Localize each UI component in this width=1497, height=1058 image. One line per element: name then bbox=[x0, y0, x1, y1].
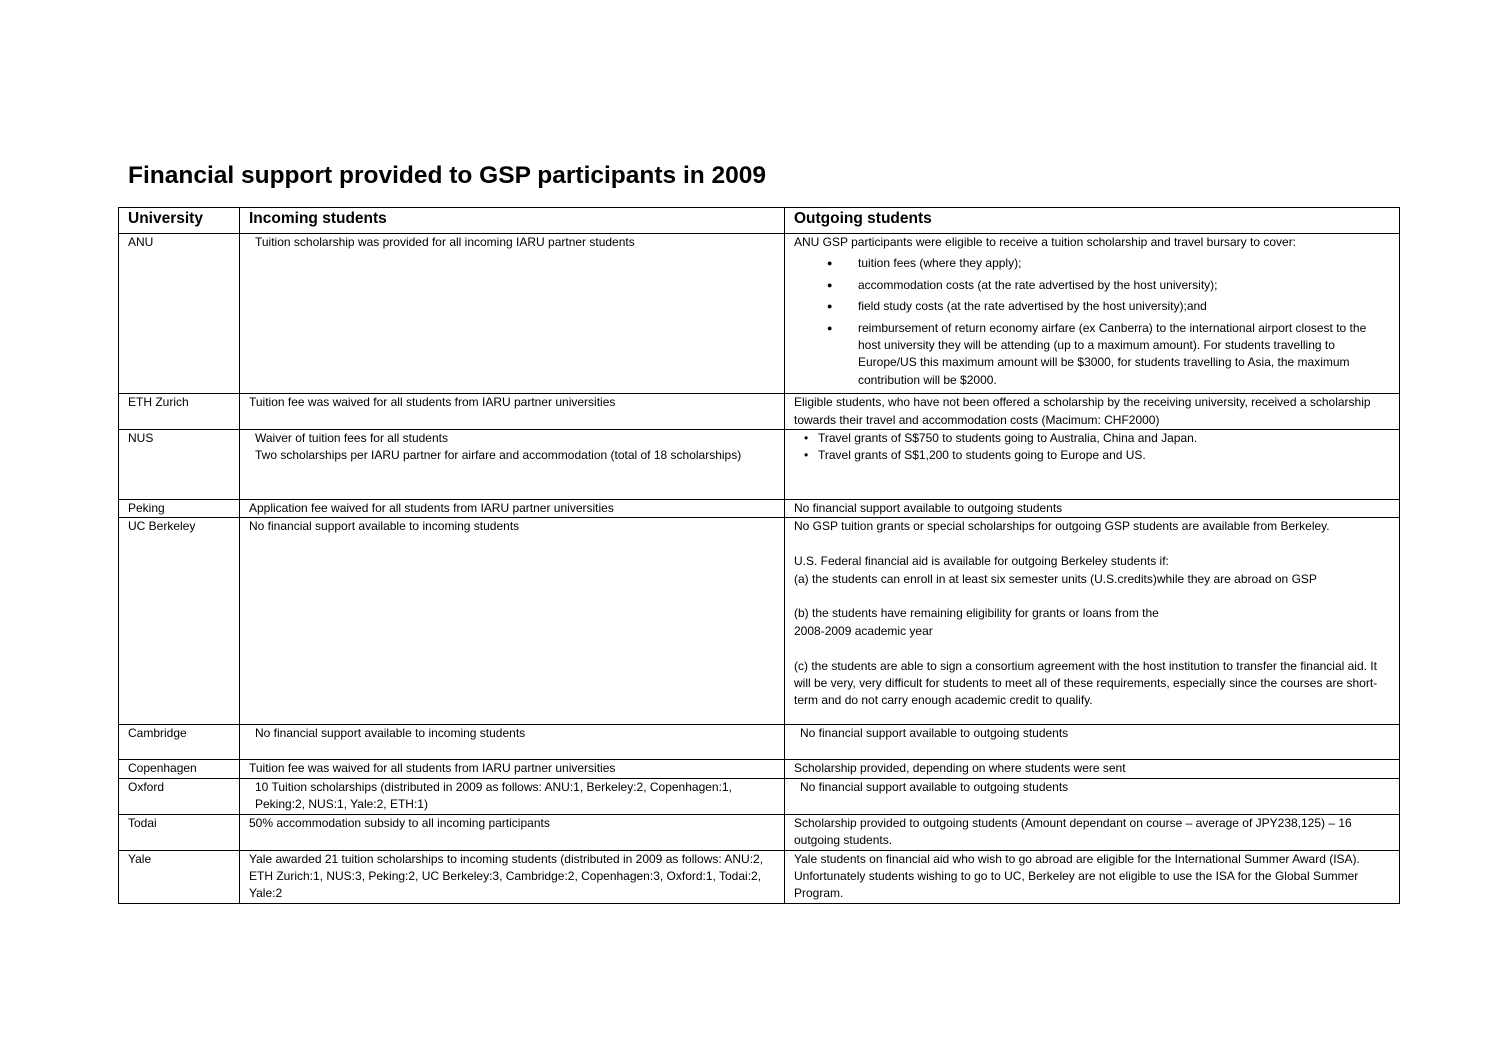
outgoing-cell bbox=[785, 518, 1400, 725]
table-row bbox=[119, 778, 1400, 814]
incoming-cell bbox=[240, 725, 785, 760]
table-row bbox=[119, 394, 1400, 430]
list-item: • Travel grants of S$1,200 to students going to Europe and US. bbox=[794, 447, 1391, 464]
incoming-text: Waiver of tuition fees for all students bbox=[255, 431, 448, 446]
table-row bbox=[119, 725, 1400, 760]
incoming-cell: Yale awarded 21 tuition scholarships to incoming students (distributed in 2009 as follows: ANU:2, ETH Zurich:1, NUS:3, Peking:2, UC Berkeley:3, Cambridge:2, Copenhagen:3, Oxford:1, Todai:2, Yale:2 bbox=[240, 850, 785, 903]
incoming-text: Two scholarships per IARU partner for airfare and accommodation (total of 18 scholarships) bbox=[255, 448, 742, 463]
incoming-text: 10 Tuition scholarships (distributed in 2009 as follows: ANU:1, Berkeley:2, Copenhagen:1, Peking:2, NUS:1, Yale:2, ETH:1) bbox=[255, 779, 732, 812]
list-item: ● accommodation costs (at the rate advertised by the host university); bbox=[794, 277, 1391, 294]
university-cell: NUS bbox=[119, 430, 240, 500]
list-item: ● tuition fees (where they apply); bbox=[794, 255, 1391, 272]
outgoing-text: No financial support available to outgoing students bbox=[800, 726, 1069, 741]
outgoing-text: 2008-2009 academic year bbox=[794, 623, 933, 638]
outgoing-text: No GSP tuition grants or special scholarships for outgoing GSP students are available from Berkeley. bbox=[794, 519, 1330, 534]
university-cell: UC Berkeley bbox=[119, 518, 240, 725]
outgoing-cell: No financial support available to outgoing students bbox=[785, 500, 1400, 518]
outgoing-cell: Eligible students, who have not been offered a scholarship by the receiving university, received a scholarship towards their travel and accommodation costs (Macimum: CHF2000) bbox=[785, 394, 1400, 430]
outgoing-intro: ANU GSP participants were eligible to receive a tuition scholarship and travel bursary to cover: bbox=[794, 235, 1297, 249]
incoming-cell: Tuition fee was waived for all students from IARU partner universities bbox=[240, 394, 785, 430]
outgoing-text: No financial support available to outgoing students bbox=[800, 779, 1069, 794]
university-cell: Todai bbox=[119, 814, 240, 850]
incoming-cell bbox=[240, 778, 785, 814]
outgoing-text: (a) the students can enroll in at least six semester units (U.S.credits)while they are abroad on GSP bbox=[794, 571, 1317, 586]
outgoing-text: U.S. Federal financial aid is available for outgoing Berkeley students if: bbox=[794, 554, 1169, 569]
financial-support-table bbox=[118, 207, 1400, 904]
university-cell: Peking bbox=[119, 500, 240, 518]
outgoing-cell: Scholarship provided, depending on where students were sent bbox=[785, 760, 1400, 778]
list-item: • Travel grants of S$750 to students going to Australia, China and Japan. bbox=[794, 430, 1391, 447]
table-row bbox=[119, 234, 1400, 394]
table-row bbox=[119, 430, 1400, 500]
outgoing-list bbox=[794, 430, 1391, 465]
table-row bbox=[119, 518, 1400, 725]
university-cell: Cambridge bbox=[119, 725, 240, 760]
incoming-text: No financial support available to incoming students bbox=[255, 726, 526, 741]
page-title: Financial support provided to GSP participants in 2009 bbox=[128, 162, 767, 189]
incoming-text: Tuition scholarship was provided for all incoming IARU partner students bbox=[255, 235, 635, 249]
incoming-cell bbox=[240, 430, 785, 500]
university-cell: ETH Zurich bbox=[119, 394, 240, 430]
outgoing-cell bbox=[785, 234, 1400, 394]
header-outgoing: Outgoing students bbox=[785, 208, 1400, 234]
incoming-cell: Tuition fee was waived for all students from IARU partner universities bbox=[240, 760, 785, 778]
university-cell: Yale bbox=[119, 850, 240, 903]
header-incoming: Incoming students bbox=[240, 208, 785, 234]
outgoing-cell: Yale students on financial aid who wish to go abroad are eligible for the International Summer Award (ISA). Unfortunately students wishing to go to UC, Berkeley are not eligible to use the ISA for the Global Summer Program. bbox=[785, 850, 1400, 903]
university-cell: ANU bbox=[119, 234, 240, 394]
header-university: University bbox=[119, 208, 240, 234]
outgoing-text: (c) the students are able to sign a consortium agreement with the host institution to transfer the financial aid. It will be very, very difficult for students to meet all of these requirements, especially since the courses are short-term and do not carry enough academic credit to qualify. bbox=[794, 658, 1378, 708]
outgoing-cell bbox=[785, 430, 1400, 500]
outgoing-cell: Scholarship provided to outgoing students (Amount dependant on course – average of JPY238,125) – 16 outgoing students. bbox=[785, 814, 1400, 850]
incoming-cell: No financial support available to incoming students bbox=[240, 518, 785, 725]
outgoing-list bbox=[794, 255, 1391, 389]
list-item: ● reimbursement of return economy airfare (ex Canberra) to the international airport closest to the host university they will be attending (up to a maximum amount). For students travelling to Europe/US this maximum amount will be $3000, for students travelling to Asia, the maximum contribution will be $2000. bbox=[794, 320, 1391, 390]
table-row bbox=[119, 760, 1400, 778]
university-cell: Oxford bbox=[119, 778, 240, 814]
table-row bbox=[119, 814, 1400, 850]
incoming-cell bbox=[240, 234, 785, 394]
table-header-row bbox=[119, 208, 1400, 234]
outgoing-cell bbox=[785, 778, 1400, 814]
incoming-cell: 50% accommodation subsidy to all incoming participants bbox=[240, 814, 785, 850]
list-item: ● field study costs (at the rate advertised by the host university);and bbox=[794, 298, 1391, 315]
university-cell: Copenhagen bbox=[119, 760, 240, 778]
outgoing-text: (b) the students have remaining eligibility for grants or loans from the bbox=[794, 606, 1159, 621]
table-row bbox=[119, 500, 1400, 518]
incoming-cell: Application fee waived for all students from IARU partner universities bbox=[240, 500, 785, 518]
table-row bbox=[119, 850, 1400, 903]
outgoing-cell bbox=[785, 725, 1400, 760]
